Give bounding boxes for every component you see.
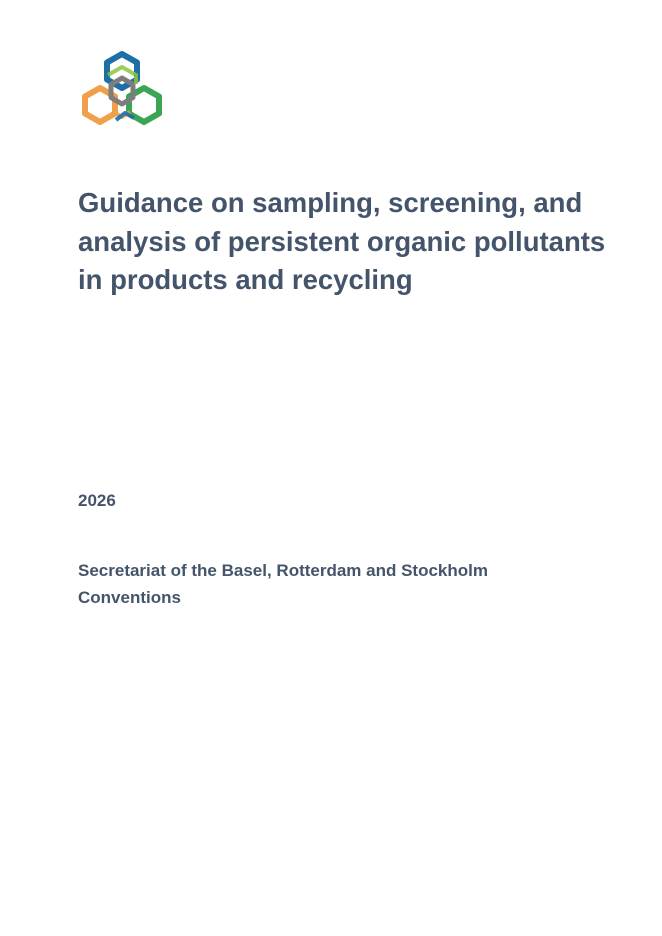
document-title-line: in products and recycling bbox=[78, 264, 413, 295]
document-title-line: Guidance on sampling, screening, and bbox=[78, 187, 583, 218]
publisher bbox=[78, 557, 558, 611]
document-title-line: analysis of persistent organic pollutants bbox=[78, 225, 606, 257]
document-title bbox=[78, 184, 618, 300]
publisher-line: Secretariat of the Basel, Rotterdam and Stockholm bbox=[78, 561, 488, 580]
publication-year: 2026 bbox=[78, 491, 116, 510]
brs-conventions-logo-icon bbox=[78, 50, 170, 142]
publisher-line: Conventions bbox=[78, 588, 181, 607]
